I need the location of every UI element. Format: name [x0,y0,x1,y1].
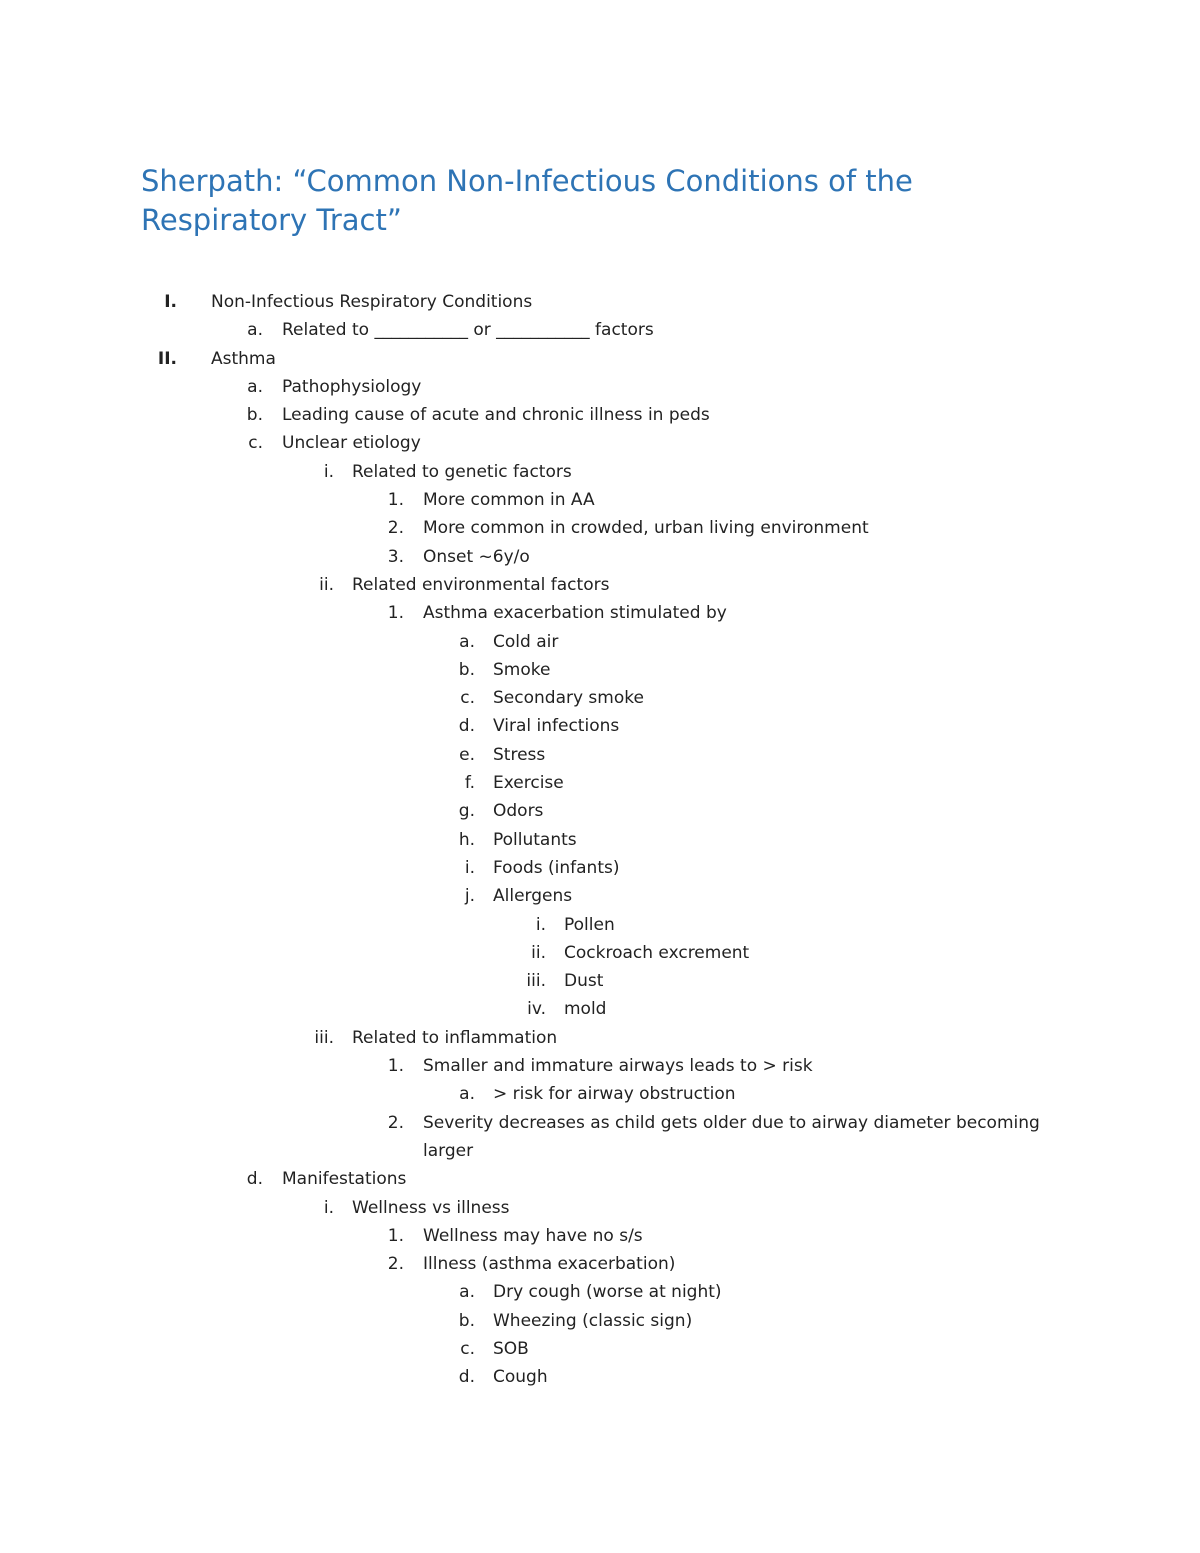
outline-text: Asthma exacerbation stimulated by [423,603,727,624]
outline-item [0,684,1200,712]
outline-text: Pollutants [493,829,577,850]
outline-text: Leading cause of acute and chronic illness in peds [282,405,710,426]
outline-item [0,316,1200,344]
outline-item [0,911,1200,939]
outline-marker: c. [460,1338,475,1359]
outline-item [0,401,1200,429]
outline-item [0,288,1200,316]
outline-item [0,1222,1200,1250]
outline-item [0,628,1200,656]
outline-text: Smoke [493,659,551,680]
outline-item [0,1278,1200,1306]
outline-item [0,1080,1200,1108]
outline-text: Cough [493,1367,548,1388]
outline-item [0,345,1200,373]
outline-text: mold [564,999,607,1020]
outline-marker: g. [458,801,475,822]
outline-marker: 3. [387,546,404,567]
outline-text: Exercise [493,773,564,794]
outline-item [0,486,1200,514]
outline-marker: h. [458,829,475,850]
outline-item [0,458,1200,486]
outline-text: Manifestations [282,1169,407,1190]
outline-item [0,826,1200,854]
outline-item [0,543,1200,571]
outline-marker: ii. [319,574,334,595]
outline-text: Related environmental factors [352,574,610,595]
outline-item [0,769,1200,797]
outline-marker: i. [323,461,334,482]
outline-marker: 2. [387,1112,404,1133]
outline-text: Onset ~6y/o [423,546,530,567]
outline-marker: I. [164,292,177,312]
outline-item [0,429,1200,457]
outline-item [0,1307,1200,1335]
outline-marker: iii. [314,1027,334,1048]
outline-text: Severity decreases as child gets older due to airway diameter becoming larger [423,1112,1040,1161]
outline-item [0,882,1200,910]
outline-item [0,1052,1200,1080]
outline-list [0,288,1200,1392]
outline-item [0,1363,1200,1391]
outline-marker: a. [247,376,263,397]
outline-marker: 1. [387,603,404,624]
outline-marker: 1. [387,1056,404,1077]
outline-item [0,797,1200,825]
outline-text: Related to inflammation [352,1027,558,1048]
outline-text: Dust [564,971,604,992]
outline-text: Foods (infants) [493,857,620,878]
outline-item [0,1109,1200,1166]
outline-marker: 1. [387,490,404,511]
outline-text: Asthma [211,348,276,369]
outline-marker: iii. [526,971,546,992]
outline-marker: a. [247,320,263,341]
outline-text: Related to ___________ or ___________ factors [282,320,654,341]
outline-item [0,599,1200,627]
outline-marker: 2. [387,1254,404,1275]
outline-item [0,514,1200,542]
outline-marker: ii. [531,942,546,963]
outline-item [0,1194,1200,1222]
outline-item [0,373,1200,401]
outline-text: Wellness vs illness [352,1197,510,1218]
outline-text: Illness (asthma exacerbation) [423,1254,676,1275]
outline-marker: d. [458,1367,475,1388]
outline-marker: a. [459,631,475,652]
outline-marker: b. [458,1310,475,1331]
outline-text: Pollen [564,914,615,935]
outline-marker: d. [246,1169,263,1190]
outline-text: Dry cough (worse at night) [493,1282,722,1303]
outline-text: Pathophysiology [282,376,422,397]
outline-marker: f. [464,773,475,794]
outline-text: Wellness may have no s/s [423,1225,643,1246]
outline-text: Wheezing (classic sign) [493,1310,693,1331]
document-title: Sherpath: “Common Non-Infectious Conditions of the Respiratory Tract” [141,164,913,237]
outline-item [0,1165,1200,1193]
outline-text: SOB [493,1338,529,1359]
outline-item [0,854,1200,882]
outline-item [0,571,1200,599]
outline-marker: e. [459,744,475,765]
outline-marker: II. [157,348,177,369]
outline-marker: c. [248,433,263,454]
outline-marker: 1. [387,1225,404,1246]
outline-text: Smaller and immature airways leads to > risk [423,1056,813,1077]
outline-item [0,712,1200,740]
outline-text: Cockroach excrement [564,942,750,963]
outline-text: > risk for airway obstruction [493,1084,736,1105]
outline-marker: c. [460,688,475,709]
outline-item [0,1250,1200,1278]
outline-text: Related to genetic factors [352,461,572,482]
outline-marker: i. [464,857,475,878]
outline-marker: b. [246,405,263,426]
outline-item [0,995,1200,1023]
outline-text: Cold air [493,631,559,652]
outline-text: Non-Infectious Respiratory Conditions [211,292,533,312]
outline-text: Stress [493,744,546,765]
outline-text: Secondary smoke [493,688,644,709]
outline-item [0,741,1200,769]
outline-text: Odors [493,801,544,822]
outline-marker: b. [458,659,475,680]
outline-item [0,1335,1200,1363]
outline-marker: iv. [527,999,546,1020]
outline-text: More common in AA [423,490,595,511]
outline-item [0,967,1200,995]
outline-text: Unclear etiology [282,433,421,454]
outline-marker: i. [323,1197,334,1218]
outline-text: Viral infections [493,716,620,737]
outline-marker: i. [535,914,546,935]
outline-marker: j. [464,886,475,907]
outline-item [0,656,1200,684]
outline-item [0,1024,1200,1052]
outline-marker: a. [459,1282,475,1303]
outline-marker: d. [458,716,475,737]
outline-marker: 2. [387,518,404,539]
outline-item [0,939,1200,967]
outline-marker: a. [459,1084,475,1105]
outline-text: Allergens [493,886,573,907]
outline-text: More common in crowded, urban living environment [423,518,869,539]
